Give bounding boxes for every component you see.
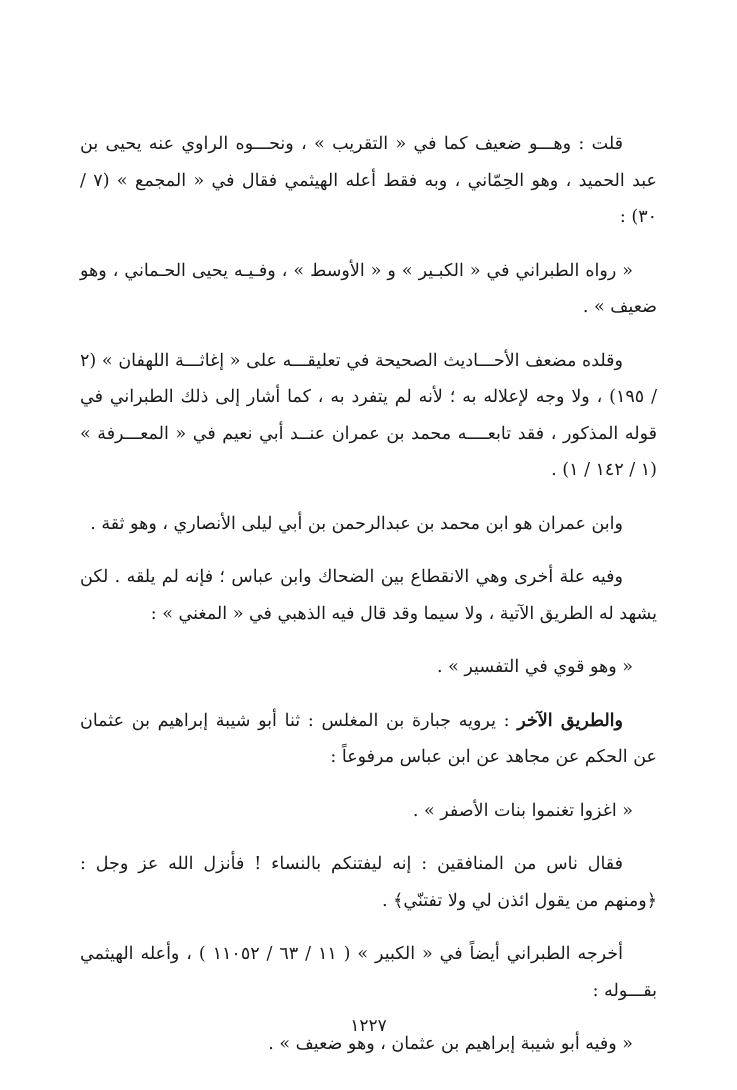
paragraph-other-path (80, 703, 657, 776)
section-rest: : يرويه جبارة بن المغلس : ثنا أبو شيبة إبراهيم بن عثمان عن الحكم عن مجاهد عن ابن عباس مرفوعاً : (80, 710, 657, 767)
page-body (80, 126, 657, 1080)
quote-hadith: « اغزوا تغنموا بنات الأصفر » . (412, 800, 633, 821)
paragraph-ighatha: وقلده مضعف الأحـــاديث الصحيحة في تعليقـــه على « إغاثـــة اللهفان » (٢ / ١٩٥) ، ولا وجه لإعلاله به ؛ لأنه لم يتفرد به ، كما أشار إلى ذلك الطبراني في قوله المذكور ، فقد تابعــــه محمد بن عمران عنــد أبي نعيم في « المعـــرفة » (١ / ١٤٢ / ١) . (80, 350, 657, 480)
paragraph-ibn-imran: وابن عمران هو ابن محمد بن عبدالرحمن بن أبي ليلى الأنصاري ، وهو ثقة . (90, 513, 623, 534)
section-heading: والطريق الآخر (517, 710, 623, 731)
paragraph-taqrib: قلت : وهـــو ضعيف كما في « التقريب » ، ونحـــوه الراوي عنه يحيى بن عبد الحميد ، وهو الحِمّاني ، وبه فقط أعله الهيثمي فقال في « المجمع » (٧ / ٣٠) : (80, 134, 657, 227)
quote-tabarani: « رواه الطبراني في « الكبـير » و « الأوسط » ، وفـيـه يحيى الحـماني ، وهو ضعيف » . (80, 260, 657, 317)
quote-haythami: « وفيه أبو شيبة إبراهيم بن عثمان ، وهو ضعيف » . (268, 1034, 633, 1054)
paragraph-inqita: وفيه علة أخرى وهي الانقطاع بين الضحاك وابن عباس ؛ فإنه لم يلقه . لكن يشهد له الطريق الآتية ، ولا سيما وقد قال فيه الذهبي في « المغني » : (80, 567, 657, 624)
paragraph-takhrij: أخرجه الطبراني أيضاً في « الكبير » ( ١١ / ٦٣ / ١١٠٥٢ ) ، وأعله الهيثمي بقـــوله : (80, 944, 657, 1001)
page-number: ١٢٢٧ (350, 1016, 387, 1036)
quote-dhahabi: « وهو قوي في التفسير » . (436, 657, 633, 677)
paragraph-munafiqin: فقال ناس من المنافقين : إنه ليفتنكم بالنساء ! فأنزل الله عز وجل : ﴿ومنهم من يقول ائذن لي ولا تفتنّي﴾ . (80, 854, 657, 911)
